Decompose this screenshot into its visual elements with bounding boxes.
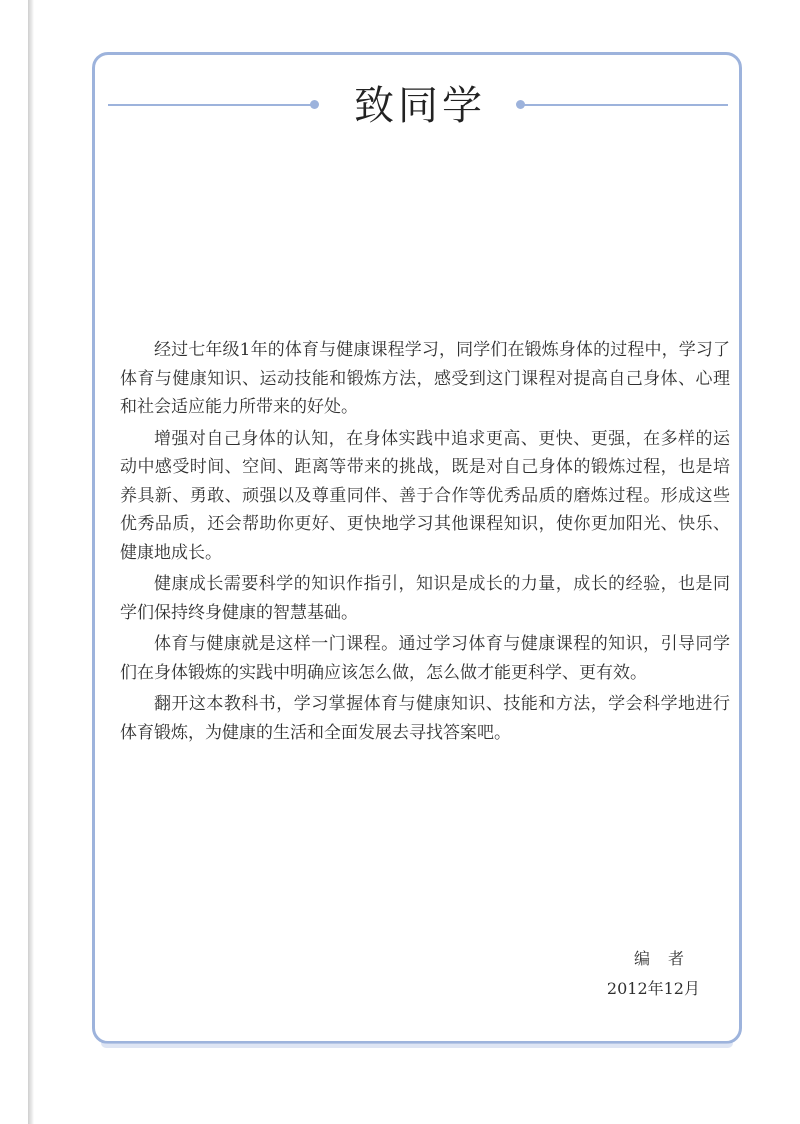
paragraph-5: 翻开这本教科书，学习掌握体育与健康知识、技能和方法，学会科学地进行体育锻炼，为健康的生活和全面发展去寻找答案吧。 [120,694,730,743]
page-binding-edge [28,0,34,1124]
signature-author: 编者 [633,949,702,968]
paragraph-4: 体育与健康就是这样一门课程。通过学习体育与健康课程的知识，引导同学们在身体锻炼的实践中明确应该怎么做，怎么做才能更科学、更有效。 [120,634,730,683]
signature-block [560,944,700,1004]
paragraph-3: 健康成长需要科学的知识作指引，知识是成长的力量，成长的经验，也是同学们保持终身健康的智慧基础。 [120,574,730,623]
title-rule-right [522,104,728,106]
title-rule-dot-left [310,100,319,109]
paragraph-2: 增强对自己身体的认知，在身体实践中追求更高、更快、更强，在多样的运动中感受时间、空间、距离等带来的挑战，既是对自己身体的锻炼过程，也是培养具新、勇敢、顽强以及尊重同伴、善于合作等优秀品质的磨炼过程。形成这些优秀品质，还会帮助你更好、更快地学习其他课程知识，使你更加阳光、快乐、健康地成长。 [120,428,730,563]
paragraph-1: 经过七年级1年的体育与健康课程学习，同学们在锻炼身体的过程中，学习了体育与健康知识、运动技能和锻炼方法，感受到这门课程对提高自己身体、心理和社会适应能力所带来的好处。 [120,340,730,417]
signature-date: 2012年12月 [606,979,700,998]
letter-body [120,336,730,750]
title-rule-left [108,104,313,106]
page-title: 致同学 [354,83,486,129]
